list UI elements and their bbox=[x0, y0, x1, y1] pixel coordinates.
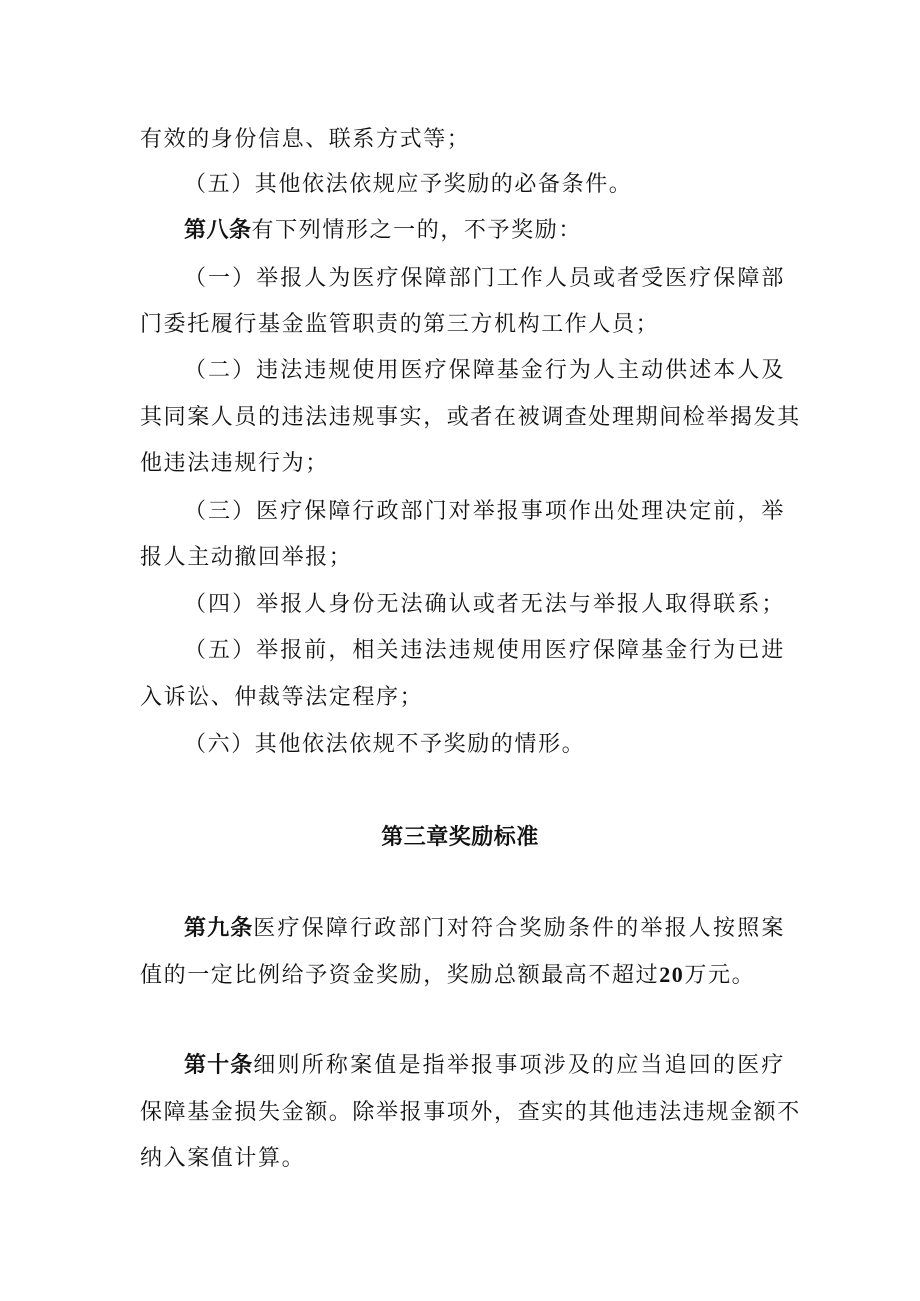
article-10-line-2: 保障基金损失金额。除举报事项外，查实的其他违法违规金额不 bbox=[140, 1100, 801, 1125]
article-9-text-2: 值的一定比例给予资金奖励，奖励总额最高不超过 bbox=[140, 963, 660, 988]
article-8-text: 有下列情形之一的，不予奖励： bbox=[251, 218, 582, 243]
article-8-item-4: （四）举报人身份无法确认或者无法与举报人取得联系； bbox=[184, 592, 785, 617]
article-10-label: 第十条 bbox=[184, 1053, 254, 1078]
article-9-text: 医疗保障行政部门对符合奖励条件的举报人按照案 bbox=[253, 916, 785, 941]
article-8-item-5-line-2: 入诉讼、仲裁等法定程序； bbox=[140, 685, 424, 710]
article-8-item-2-line-3: 他违法违规行为； bbox=[140, 451, 329, 476]
article-8-item-6: （六）其他依法依规不予奖励的情形。 bbox=[184, 732, 586, 757]
article-10-text: 细则所称案值是指举报事项涉及的应当追回的医疗 bbox=[253, 1053, 785, 1078]
article-8-item-3-line-1: （三）医疗保障行政部门对举报事项作出处理决定前，举 bbox=[184, 499, 785, 524]
article-9-text-3: 万元。 bbox=[684, 963, 756, 988]
article-8 bbox=[184, 214, 785, 248]
paragraph-continuation: 有效的身份信息、联系方式等； bbox=[140, 127, 471, 152]
clause-5-necessary-conditions: （五）其他依法依规应予奖励的必备条件。 bbox=[184, 172, 633, 197]
article-8-item-5-line-1: （五）举报前，相关违法违规使用医疗保障基金行为已进 bbox=[184, 638, 785, 663]
article-8-item-2-line-2: 其同案人员的违法违规事实，或者在被调查处理期间检举揭发其 bbox=[140, 405, 801, 430]
article-8-item-3-line-2: 报人主动撤回举报； bbox=[140, 545, 353, 570]
article-8-item-2-line-1: （二）违法违规使用医疗保障基金行为人主动供述本人及 bbox=[184, 358, 785, 383]
article-8-label: 第八条 bbox=[184, 218, 252, 243]
article-9-line-2 bbox=[140, 958, 785, 992]
article-8-item-1-line-1: （一）举报人为医疗保障部门工作人员或者受医疗保障部 bbox=[184, 266, 785, 291]
article-9-amount: 20 bbox=[659, 962, 685, 987]
article-9-label: 第九条 bbox=[184, 916, 254, 941]
article-9-line-1 bbox=[184, 912, 785, 946]
article-10-line-3: 纳入案值计算。 bbox=[140, 1146, 306, 1171]
chapter-3-heading: 第三章奖励标准 bbox=[381, 825, 539, 850]
article-8-item-1-line-2: 门委托履行基金监管职责的第三方机构工作人员； bbox=[140, 312, 660, 337]
article-10-line-1 bbox=[184, 1049, 785, 1083]
